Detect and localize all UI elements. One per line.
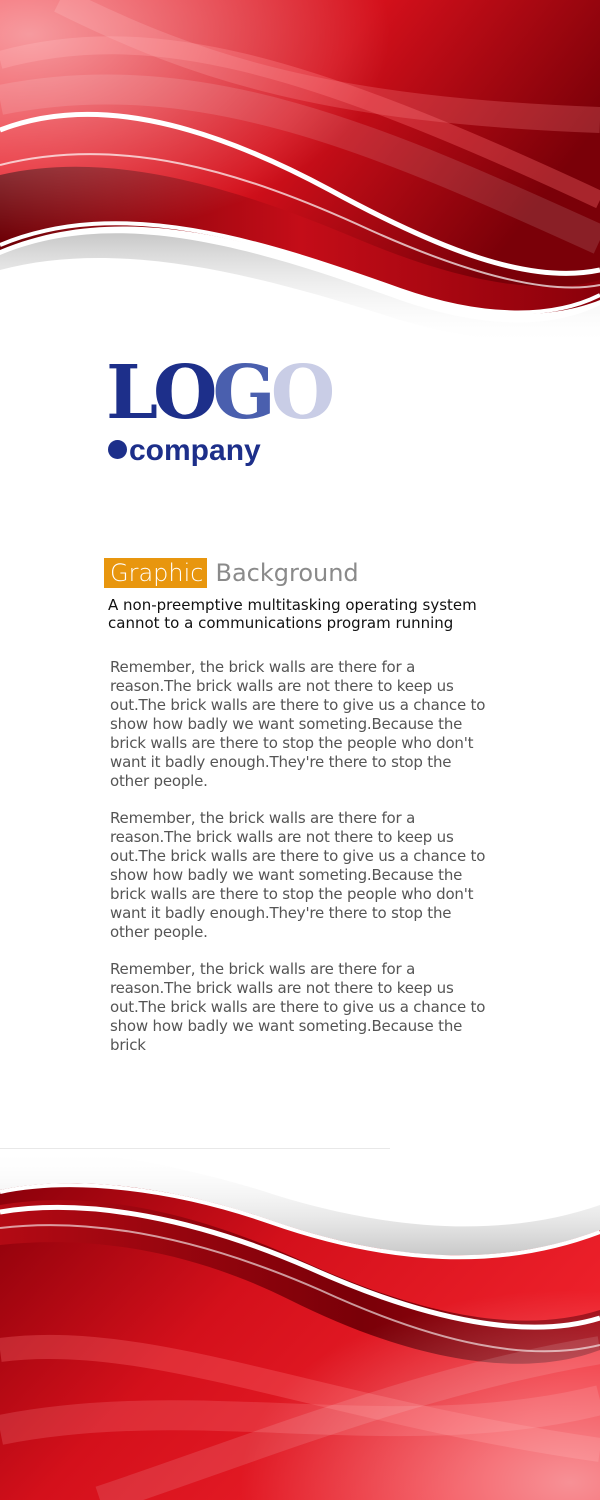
top-red-wave-graphic xyxy=(0,0,600,345)
heading-highlight: Graphic xyxy=(104,558,207,588)
body-paragraph-3: Remember, the brick walls are there for a reason.The brick walls are not there to keep us out.The brick walls are there to give us a chance to show how badly we want someting.Because the brick xyxy=(110,960,486,1054)
logo-wordmark xyxy=(106,350,331,436)
logo-company-row xyxy=(108,434,261,468)
logo-company-text: company xyxy=(129,434,261,467)
logo-letter-l: L xyxy=(106,350,154,436)
company-logo xyxy=(106,350,331,468)
logo-letter-o2: O xyxy=(270,350,331,436)
logo-letter-g: G xyxy=(212,350,271,436)
bottom-red-wave-graphic xyxy=(0,1150,600,1500)
divider xyxy=(0,1148,390,1149)
heading-rest: Background xyxy=(215,559,359,587)
subtitle: A non-preemptive multitasking operating system cannot to a communications program running xyxy=(108,596,477,632)
logo-letter-o1: O xyxy=(153,350,213,436)
body-paragraph-2: Remember, the brick walls are there for a reason.The brick walls are not there to keep us out.The brick walls are there to give us a chance to show how badly we want someting.Because the brick walls are there to stop the people who don't want it badly enough.They're there to stop the other people. xyxy=(110,809,486,941)
body-paragraph-1: Remember, the brick walls are there for a reason.The brick walls are not there to keep us out.The brick walls are there to give us a chance to show how badly we want someting.Because the brick walls are there to stop the people who don't want it badly enough.They're there to stop the other people. xyxy=(110,658,486,790)
section-heading xyxy=(104,558,359,588)
body-text xyxy=(110,658,490,1073)
circle-dot-icon xyxy=(108,440,127,459)
